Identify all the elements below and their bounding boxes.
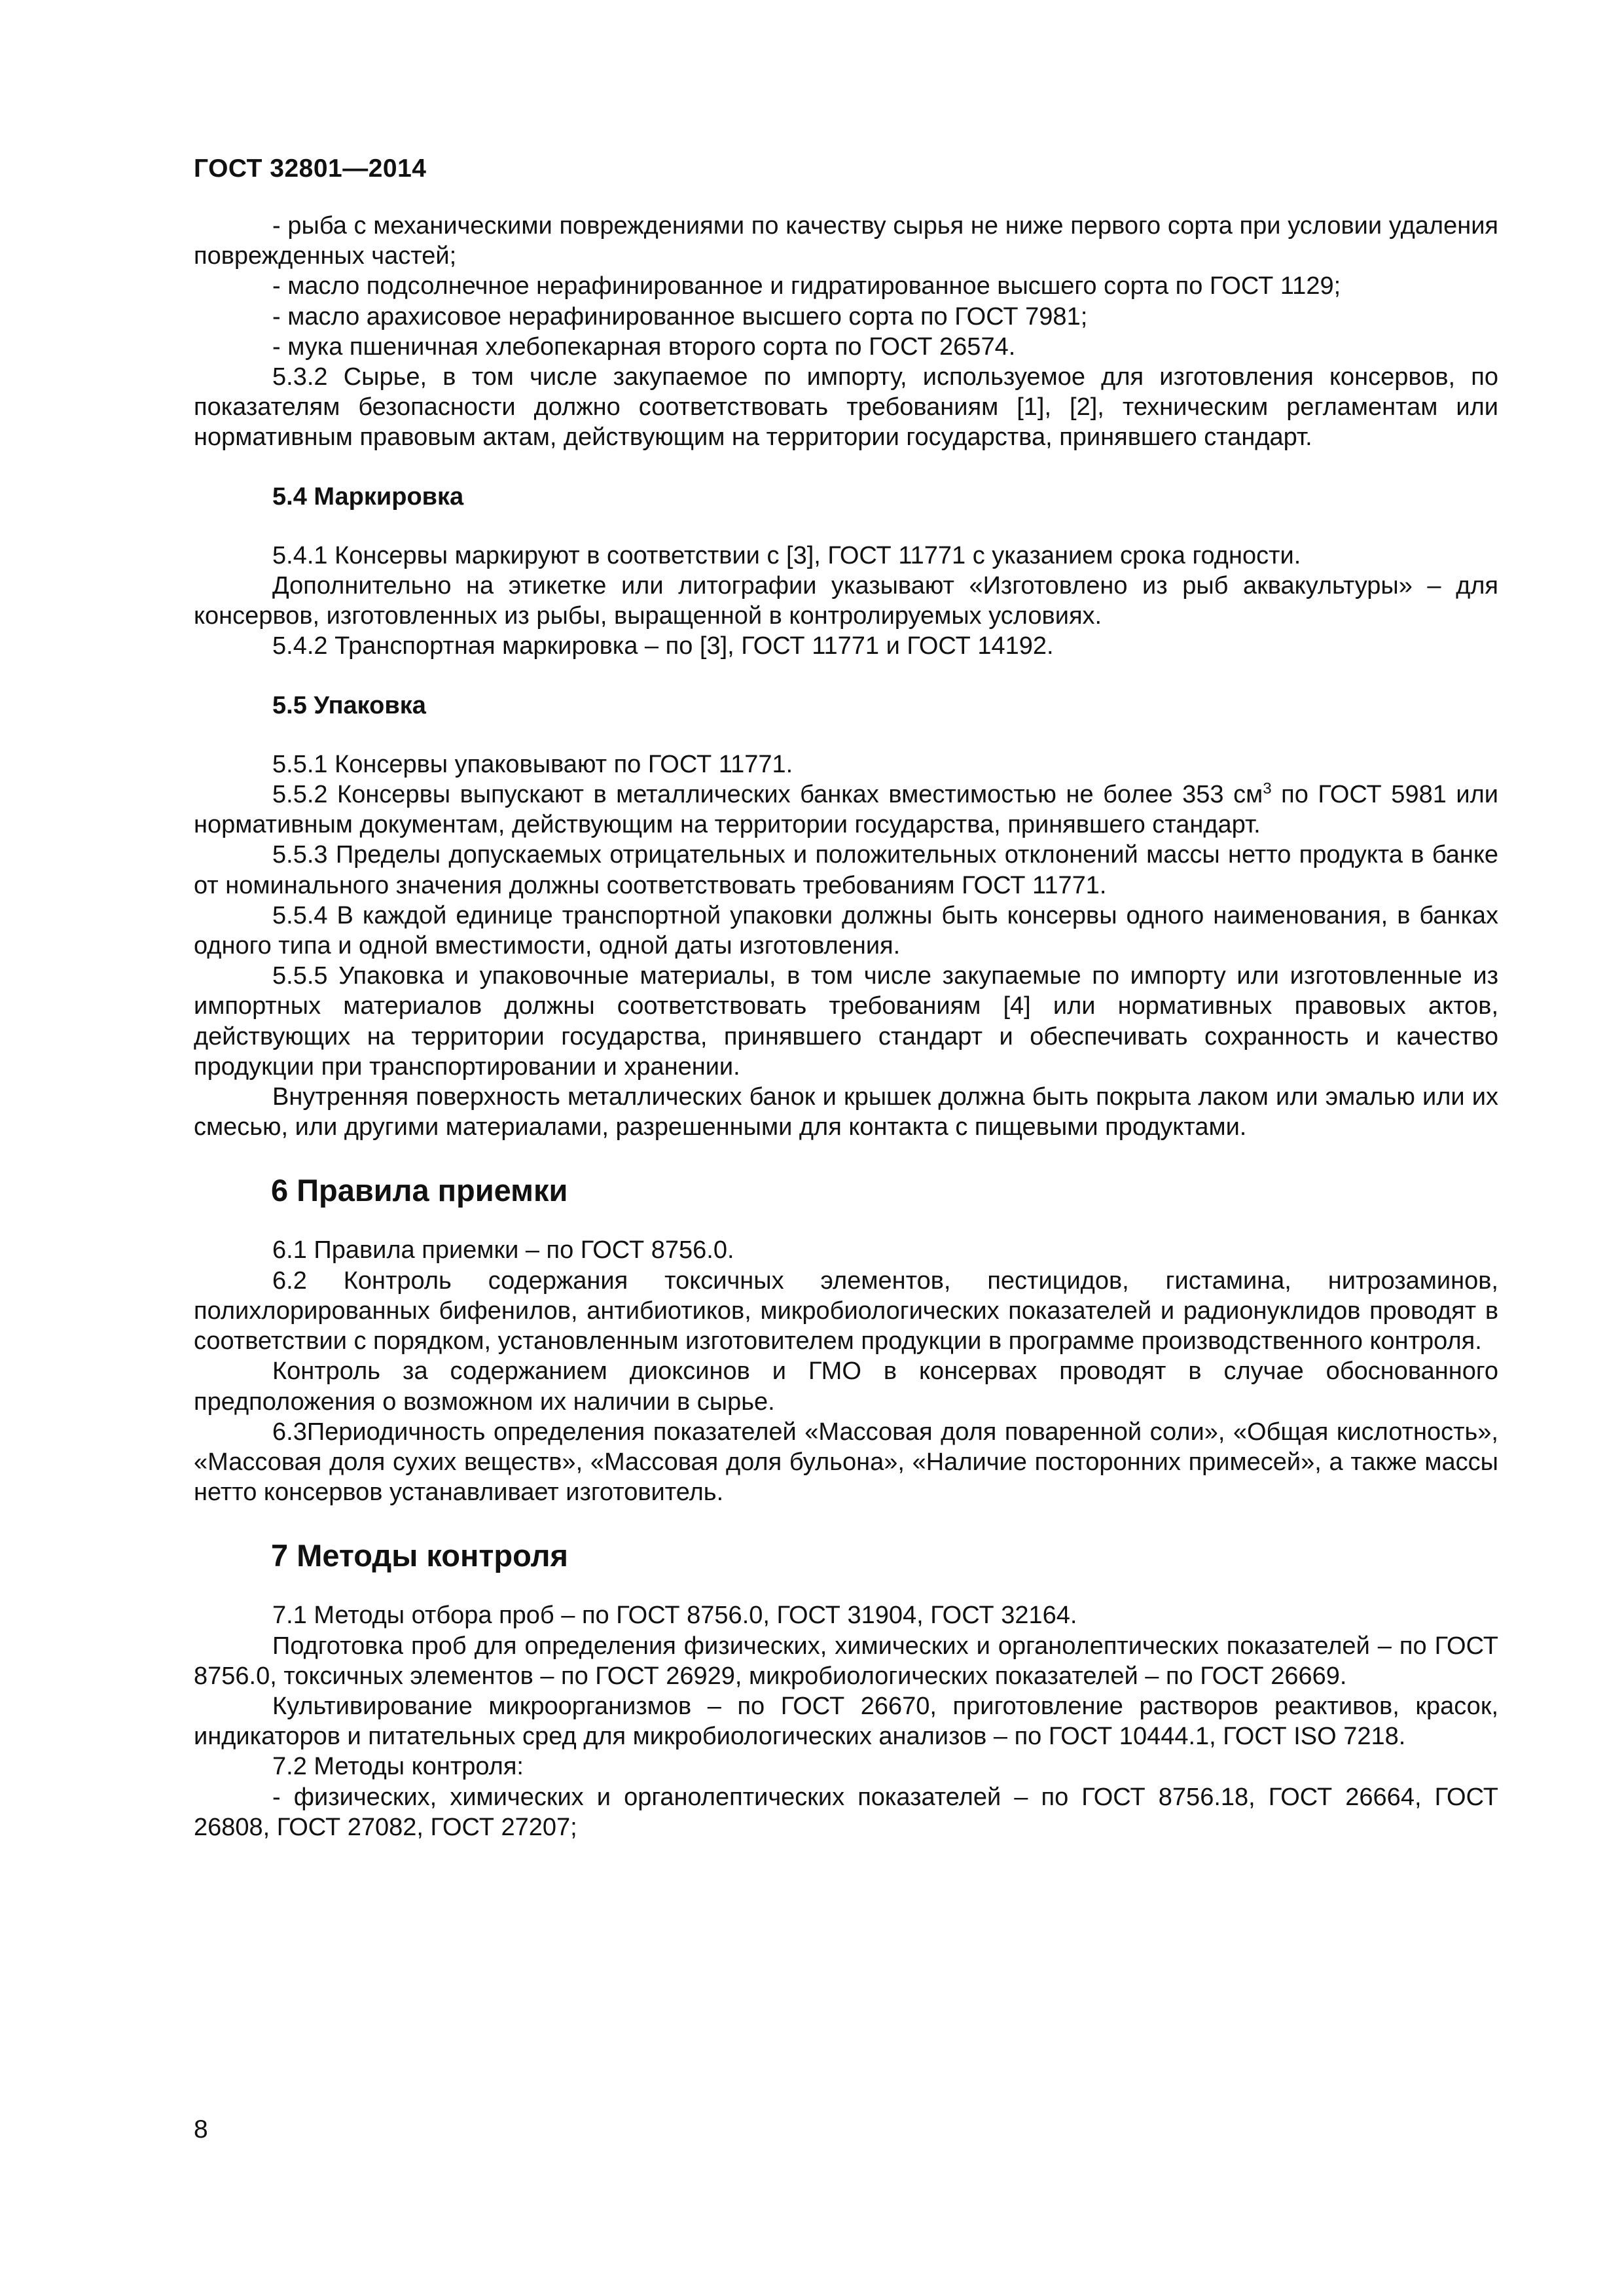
standard-header: ГОСТ 32801—2014 <box>194 154 427 183</box>
paragraph: 5.4.1 Консервы маркируют в соответствии с [3], ГОСТ 11771 с указанием срока годности. <box>272 541 1301 569</box>
page-number: 8 <box>194 2115 208 2144</box>
paragraph: Культивирование микроорганизмов – по ГОСТ 26670, приготовление растворов реактивов, красок, индикаторов и питательных сред для микробиологических анализов – по ГОСТ 10444.1, ГОСТ ISO 7218. <box>194 1692 1498 1751</box>
paragraph: - масло подсолнечное нерафинированное и гидратированное высшего сорта по ГОСТ 1129; <box>272 272 1341 300</box>
paragraph: Дополнительно на этикетке или литографии указывают «Изготовлено из рыб аквакультуры» – для консервов, изготовленных из рыбы, выращенной в контролируемых условиях. <box>194 572 1498 630</box>
paragraph: 5.3.2 Сырье, в том числе закупаемое по импорту, используемое для изготовления консервов, по показателям безопасности должно соответствовать требованиям [1], [2], техническим регламентам или нормативным правовым актам, действующим на территории государства, принявшего стандарт. <box>194 363 1498 452</box>
section-heading-methods: 7 Методы контроля <box>271 1538 568 1573</box>
paragraph: 5.5.1 Консервы упаковывают по ГОСТ 11771. <box>272 750 793 778</box>
paragraph-text: по ГОСТ 5981 или нормативным документам, действующим на территории государства, принявшего стандарт. <box>194 781 1499 839</box>
subsection-heading-packaging: 5.5 Упаковка <box>272 691 426 719</box>
paragraph: Подготовка проб для определения физических, химических и органолептических показателей – по ГОСТ 8756.0, токсичных элементов – по ГОСТ 26929, микробиологических показателей – по ГОСТ 26669. <box>194 1632 1498 1690</box>
paragraph: - физических, химических и органолептических показателей – по ГОСТ 8756.18, ГОСТ 26664, ГОСТ 26808, ГОСТ 27082, ГОСТ 27207; <box>194 1783 1498 1841</box>
paragraph: 5.5.4 В каждой единице транспортной упаковки должны быть консервы одного наименования, в банках одного типа и одной вместимости, одной даты изготовления. <box>194 901 1498 960</box>
paragraph: 6.2 Контроль содержания токсичных элементов, пестицидов, гистамина, нитрозаминов, полихлорированных бифенилов, антибиотиков, микробиологических показателей и радионуклидов проводят в соответствии с порядком, установленным изготовителем продукции в программе производственного контроля. <box>194 1266 1498 1355</box>
paragraph <box>194 780 1498 840</box>
paragraph: 5.4.2 Транспортная маркировка – по [3], ГОСТ 11771 и ГОСТ 14192. <box>272 632 1054 660</box>
document-body <box>194 211 1498 1842</box>
paragraph-text: 5.5.2 Консервы выпускают в металлических банках вместимостью не более 353 см <box>272 781 1263 809</box>
superscript: 3 <box>1263 780 1272 798</box>
section-heading-acceptance: 6 Правила приемки <box>271 1173 568 1208</box>
paragraph: 6.1 Правила приемки – по ГОСТ 8756.0. <box>272 1236 734 1265</box>
paragraph: 5.5.5 Упаковка и упаковочные материалы, в том числе закупаемые по импорту или изготовленные из импортных материалов должны соответствовать требованиям [4] или нормативных правовых актов, действующих на территории государства, принявшего стандарт и обеспечивать сохранность и качество продукции при транспортировании и хранении. <box>194 962 1498 1081</box>
paragraph: Внутренняя поверхность металлических банок и крышек должна быть покрыта лаком или эмалью или их смесью, или другими материалами, разрешенными для контакта с пищевыми продуктами. <box>194 1083 1498 1141</box>
paragraph: 7.2 Методы контроля: <box>272 1753 524 1781</box>
paragraph: 6.3Периодичность определения показателей «Массовая доля поваренной соли», «Общая кислотность», «Массовая доля сухих веществ», «Массовая доля бульона», «Наличие посторонних примесей», а также массы нетто консервов устанавливает изготовитель. <box>194 1418 1498 1507</box>
paragraph: - масло арахисовое нерафинированное высшего сорта по ГОСТ 7981; <box>272 302 1088 331</box>
subsection-heading-marking: 5.4 Маркировка <box>272 482 464 511</box>
paragraph: - мука пшеничная хлебопекарная второго сорта по ГОСТ 26574. <box>272 332 1016 361</box>
paragraph: 5.5.3 Пределы допускаемых отрицательных и положительных отклонений массы нетто продукта в банке от номинального значения должны соответствовать требованиям ГОСТ 11771. <box>194 841 1498 899</box>
paragraph: Контроль за содержанием диоксинов и ГМО в консервах проводят в случае обоснованного предположения о возможном их наличии в сырье. <box>194 1357 1498 1416</box>
paragraph: - рыба с механическими повреждениями по качеству сырья не ниже первого сорта при условии удаления поврежденных частей; <box>194 212 1498 270</box>
paragraph: 7.1 Методы отбора проб – по ГОСТ 8756.0, ГОСТ 31904, ГОСТ 32164. <box>272 1602 1077 1630</box>
